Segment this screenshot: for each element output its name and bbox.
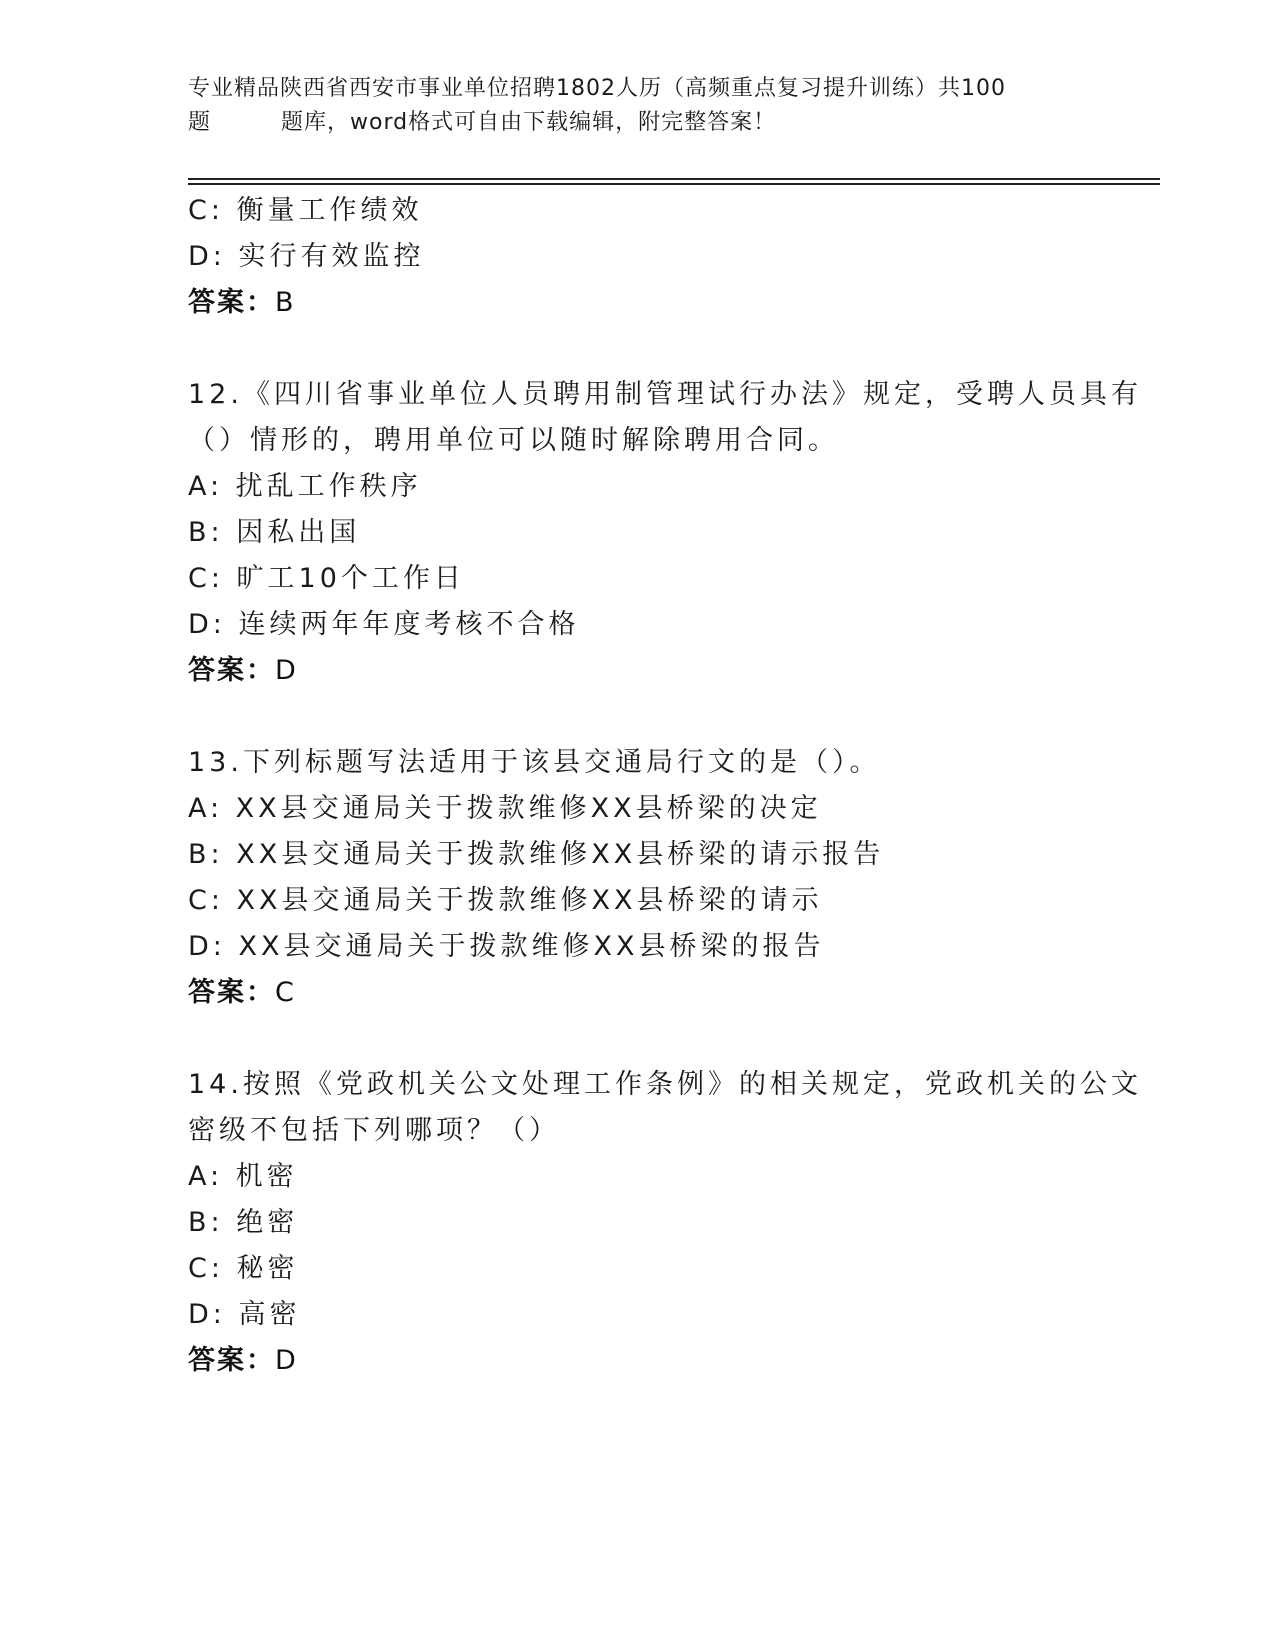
q12-stem-line-1: 12.《四川省事业单位人员聘用制管理试行办法》规定，受聘人员具有 [188,379,1142,410]
q14-option-d: D: 高密 [188,1299,301,1330]
q14-option-b: B: 绝密 [188,1207,299,1238]
question-14 [188,1062,1142,1384]
header-line-1: 专业精品陕西省西安市事业单位招聘1802人历（高频重点复习提升训练）共100 [188,76,1006,101]
q12-option-a: A: 扰乱工作秩序 [188,471,422,502]
q14-option-c: C: 秘密 [188,1253,299,1284]
question-13 [188,740,1088,1016]
header-line-2 [188,106,1088,140]
q11-answer [188,280,1088,326]
document-body [188,188,1142,1384]
q12-answer-value: D [275,655,298,686]
q12-option-d: D: 连续两年年度考核不合格 [188,609,580,640]
question-11-tail [188,188,1088,326]
question-12 [188,372,1142,694]
q13-answer-label: 答案： [188,977,275,1008]
q11-answer-value: B [275,287,296,318]
q11-option-c: C: 衡量工作绩效 [188,195,423,226]
q13-answer [188,970,1088,1016]
q14-answer-value: D [275,1345,298,1376]
q12-option-b: B: 因私出国 [188,517,361,548]
document-header [188,72,1088,140]
q14-stem-line-1: 14.按照《党政机关公文处理工作条例》的相关规定，党政机关的公文 [188,1069,1142,1100]
q13-option-c: C: XX县交通局关于拨款维修XX县桥梁的请示 [188,885,823,916]
q13-option-b: B: XX县交通局关于拨款维修XX县桥梁的请示报告 [188,839,885,870]
header-rule-bottom [188,183,1160,185]
q13-answer-value: C [275,977,296,1008]
q11-option-d: D: 实行有效监控 [188,241,425,272]
q13-option-a: A: XX县交通局关于拨款维修XX县桥梁的决定 [188,793,822,824]
q14-answer [188,1338,1088,1384]
q13-stem-line-1: 13.下列标题写法适用于该县交通局行文的是（）。 [188,747,881,778]
header-line-2-start: 题 [188,110,212,135]
q12-option-c: C: 旷工10个工作日 [188,563,465,594]
q14-stem-line-2: 密级不包括下列哪项？（） [188,1115,560,1146]
q11-answer-label: 答案： [188,287,275,318]
q12-stem-line-2: （）情形的，聘用单位可以随时解除聘用合同。 [188,425,839,456]
q12-answer-label: 答案： [188,655,275,686]
q13-option-d: D: XX县交通局关于拨款维修XX县桥梁的报告 [188,931,825,962]
header-rule-top [188,178,1160,180]
header-line-2-end: 题库，word格式可自由下载编辑，附完整答案！ [281,110,777,135]
q12-answer [188,648,1088,694]
q14-option-a: A: 机密 [188,1161,298,1192]
q14-answer-label: 答案： [188,1345,275,1376]
